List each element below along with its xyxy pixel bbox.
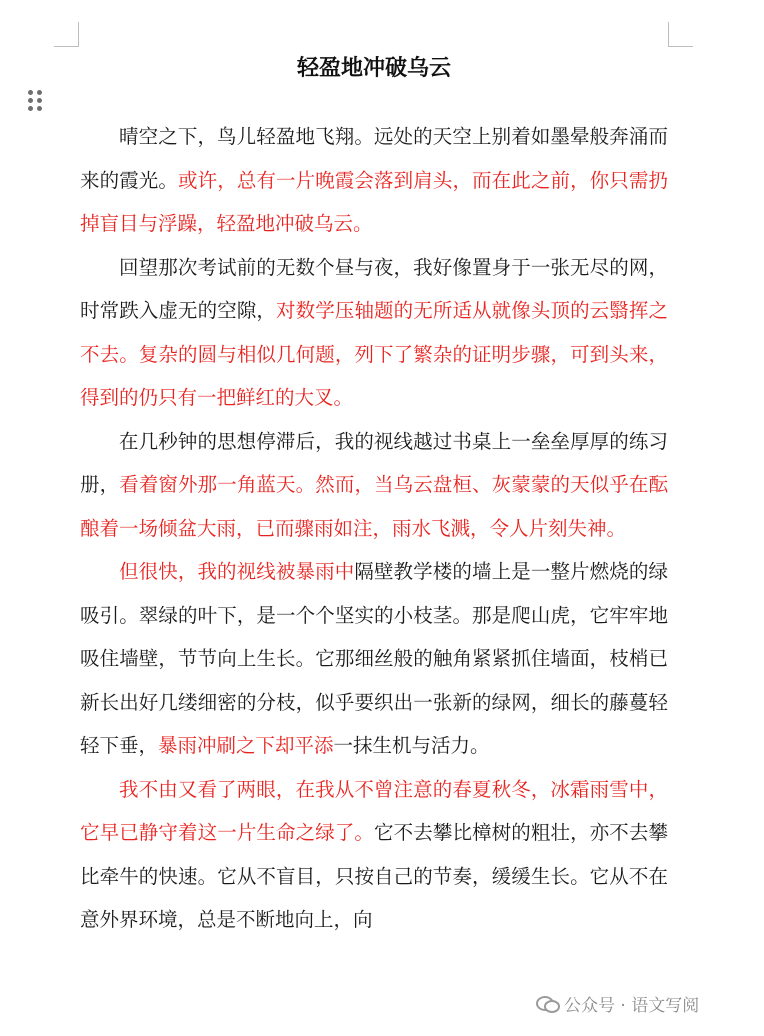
document-title: 轻盈地冲破乌云 <box>296 55 451 81</box>
watermark-text: 公众号 · 语文写阅 <box>564 995 700 1016</box>
body-text: 隔壁教学楼的墙上是一整片燃烧的绿吸引。翠绿的叶下，是一个个坚实的小枝茎。那是爬山虎，它牢牢地吸住墙壁，节节向上生长。它那细丝般的触角紧紧抓住墙面，枝梢已新长出好几缕细密的分枝，似乎要织出一张新的绿网，细长的藤蔓轻轻下垂， <box>80 560 668 757</box>
wechat-icon <box>536 994 558 1012</box>
highlighted-text: 对数学压轴题的无所适从就像头顶的云翳挥之不去。复杂的圆与相似几何题，列下了繁杂的证明步骤，可到头来，得到的仍只有一把鲜红的大叉。 <box>80 299 668 409</box>
body-text: 一抹生机与活力。 <box>333 734 490 757</box>
watermark <box>532 990 703 1016</box>
paragraph <box>80 115 668 246</box>
highlighted-text: 或许，总有一片晚霞会落到肩头，而在此之前，你只需扔掉盲目与浮躁，轻盈地冲破乌云。 <box>80 168 668 235</box>
paragraph <box>80 550 668 768</box>
document-body[interactable] <box>80 115 668 942</box>
body-text: 它不去攀比樟树的粗壮，亦不去攀比牵牛的快速。它从不盲目，只按自己的节奏，缓缓生长。它从不在意外界环境，总是不断地向上，向 <box>80 821 668 931</box>
highlighted-text: 但很快，我的视线被暴雨中 <box>119 560 355 583</box>
page-corner-mark-top-right <box>668 22 693 47</box>
paragraph <box>80 420 668 551</box>
page-corner-mark-top-left <box>54 22 79 47</box>
highlighted-text: 暴雨冲刷之下却平添 <box>158 734 334 757</box>
body-text: 晴空之下，鸟儿轻盈地飞翔。远处的天空上别着如墨晕般奔涌而来的霞光。 <box>80 125 668 192</box>
body-text: 在几秒钟的思想停滞后，我的视线越过书桌上一垒垒厚厚的练习册， <box>80 429 668 496</box>
drag-handle-icon[interactable] <box>28 90 42 112</box>
body-text: 回望那次考试前的无数个昼与夜，我好像置身于一张无尽的网，时常跌入虚无的空隙， <box>80 255 668 322</box>
paragraph <box>80 768 668 942</box>
highlighted-text: 看着窗外那一角蓝天。然而，当乌云盘桓、灰蒙蒙的天似乎在酝酿着一场倾盆大雨，已而骤雨如注，雨水飞溅，令人片刻失神。 <box>80 473 668 540</box>
highlighted-text: 我不由又看了两眼，在我从不曾注意的春夏秋冬，冰霜雨雪中，它早已静守着这一片生命之绿了。 <box>80 777 668 844</box>
paragraph <box>80 246 668 420</box>
